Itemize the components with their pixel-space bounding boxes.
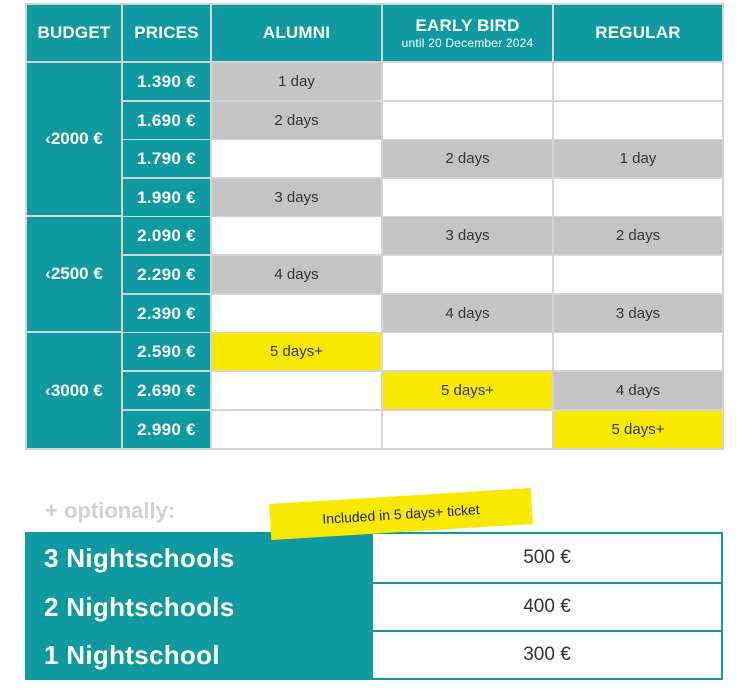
alumni-cell: 1 day	[212, 63, 381, 100]
early-cell	[383, 102, 552, 139]
regular-cell	[554, 63, 722, 100]
header-early-bird	[383, 5, 552, 61]
regular-cell	[554, 256, 722, 293]
header-alumni: ALUMNI	[212, 5, 381, 61]
alumni-cell	[212, 295, 381, 332]
regular-cell: 3 days	[554, 295, 722, 332]
early-cell	[383, 179, 552, 216]
price-cell: 2.690 €	[123, 372, 210, 409]
nightschool-label: 3 Nightschools	[27, 534, 371, 582]
regular-cell: 1 day	[554, 140, 722, 177]
nightschool-table	[25, 532, 723, 680]
budget-cell: ‹2000 €	[27, 63, 121, 215]
included-sticker: Included in 5 days+ ticket	[269, 488, 533, 540]
alumni-cell	[212, 411, 381, 448]
regular-cell: 4 days	[554, 372, 722, 409]
early-cell	[383, 333, 552, 370]
alumni-cell: 3 days	[212, 179, 381, 216]
header-budget: BUDGET	[27, 5, 121, 61]
alumni-cell	[212, 140, 381, 177]
nightschool-label: 1 Nightschool	[27, 632, 371, 678]
nightschool-price: 400 €	[373, 584, 721, 630]
price-cell: 1.390 €	[123, 63, 210, 100]
price-cell: 2.590 €	[123, 333, 210, 370]
regular-cell	[554, 333, 722, 370]
alumni-cell: 5 days+	[212, 333, 381, 370]
price-cell: 2.990 €	[123, 411, 210, 448]
price-cell: 2.390 €	[123, 295, 210, 332]
nightschool-price: 300 €	[373, 632, 721, 678]
price-cell: 2.290 €	[123, 256, 210, 293]
alumni-cell	[212, 372, 381, 409]
regular-cell	[554, 179, 722, 216]
price-cell: 2.090 €	[123, 217, 210, 254]
budget-cell: ‹3000 €	[27, 333, 121, 448]
early-cell: 5 days+	[383, 372, 552, 409]
budget-cell: ‹2500 €	[27, 217, 121, 331]
header-early-bird-title: EARLY BIRD	[415, 15, 520, 35]
early-cell: 4 days	[383, 295, 552, 332]
price-cell: 1.790 €	[123, 140, 210, 177]
nightschool-price: 500 €	[373, 534, 721, 582]
price-cell: 1.690 €	[123, 102, 210, 139]
price-cell: 1.990 €	[123, 179, 210, 216]
nightschool-label: 2 Nightschools	[27, 584, 371, 630]
regular-cell: 2 days	[554, 217, 722, 254]
alumni-cell: 2 days	[212, 102, 381, 139]
early-cell: 2 days	[383, 140, 552, 177]
alumni-cell	[212, 217, 381, 254]
early-cell	[383, 63, 552, 100]
optionally-label: + optionally:	[45, 498, 176, 523]
early-cell: 3 days	[383, 217, 552, 254]
regular-cell: 5 days+	[554, 411, 722, 448]
header-prices: PRICES	[123, 5, 210, 61]
alumni-cell: 4 days	[212, 256, 381, 293]
regular-cell	[554, 102, 722, 139]
header-early-bird-subtitle: until 20 December 2024	[401, 35, 534, 50]
header-regular: REGULAR	[554, 5, 722, 61]
early-cell	[383, 256, 552, 293]
early-cell	[383, 411, 552, 448]
